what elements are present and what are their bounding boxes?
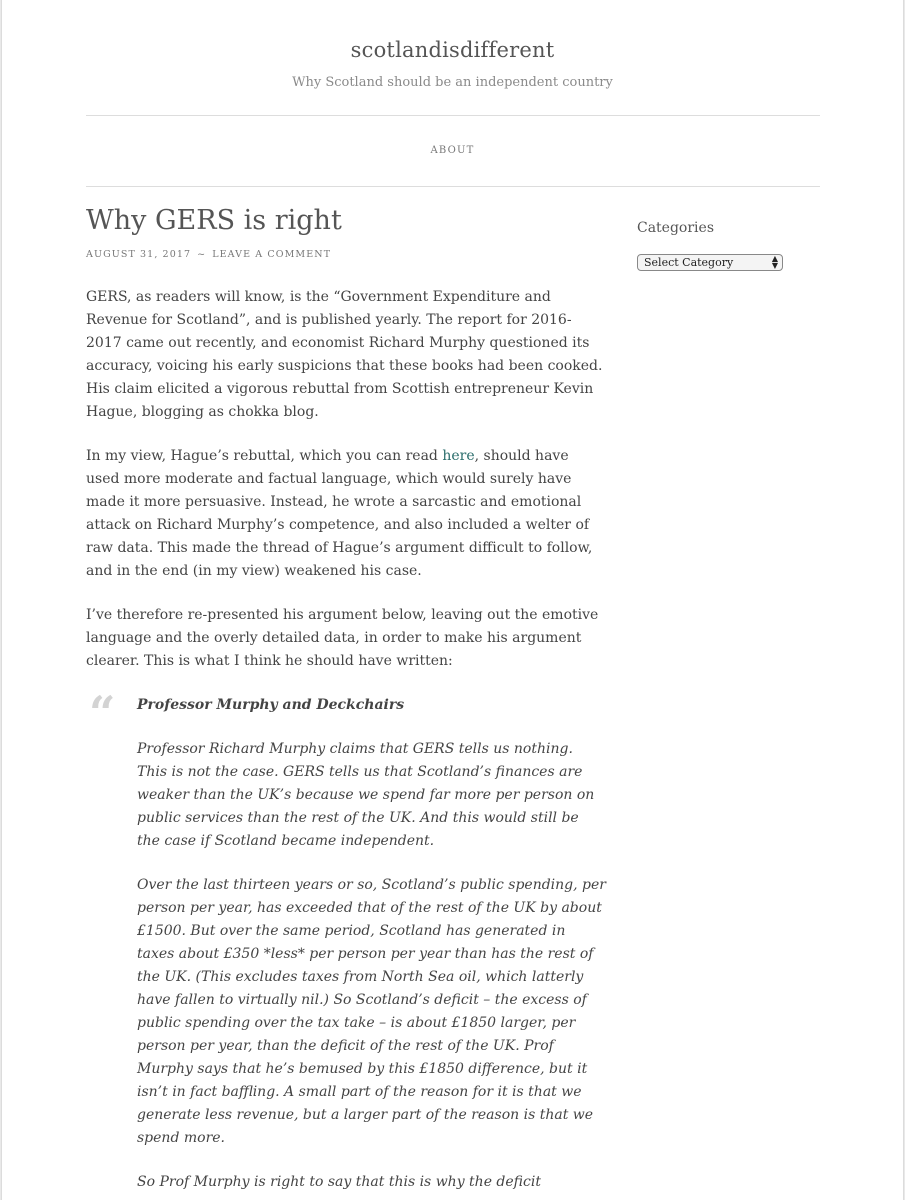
category-select[interactable] [637,254,783,271]
quote-heading: Professor Murphy and Deckchairs [137,697,405,713]
quote-paragraph: So Prof Murphy is right to say that this is why the deficit [137,1174,541,1190]
post-title[interactable]: Why GERS is right [86,205,342,236]
paragraph-text: In my view, Hague’s rebuttal, which you can read [86,448,443,464]
post-paragraph [86,445,606,583]
select-arrows-icon: ▲ ▼ [771,254,778,270]
here-link[interactable]: here [442,448,475,464]
quote-mark-icon: “ [89,686,116,740]
site-description: Why Scotland should be an independent country [292,75,613,90]
quote-paragraph: Over the last thirteen years or so, Scotland’s public spending, per person per year, has exceeded that of the rest of the UK by about £1500. But over the same period, Scotland has generated in taxes about £350 *less* per person per year than has the rest of the UK. (This excludes taxes from North Sea oil, which latterly have fallen to virtually nil.) So Scotland’s deficit – the excess of public spending over the tax take – is about £1850 larger, per person per year, than the deficit of the rest of the UK. Prof Murphy says that he’s bemused by this £1850 difference, but it isn’t in fact baffling. A small part of the reason for it is that we generate less revenue, but a larger part of the reason is that we spend more. [137,877,606,1146]
paragraph-text: , should have used more moderate and factual language, which would surely have made it more persuasive. Instead, he wrote a sarcastic and emotional attack on Richard Murphy’s competence, and also included a welter of raw data. This made the thread of Hague’s argument difficult to follow, and in the end (in my view) weakened his case. [86,448,593,579]
page [1,0,904,1200]
categories-widget-title: Categories [637,220,714,236]
site-title[interactable]: scotlandisdifferent [350,38,555,62]
nav-divider [86,186,820,187]
post-paragraph: GERS, as readers will know, is the “Government Expenditure and Revenue for Scotland”, and is published yearly. The report for 2016-2017 came out recently, and economist Richard Murphy questioned its accuracy, voicing his early suspicions that these books had been cooked. His claim elicited a vigorous rebuttal from Scottish entrepreneur Kevin Hague, blogging as chokka blog. [86,289,603,420]
meta-separator: ~ [197,249,207,260]
header-divider [86,115,820,116]
blockquote [86,686,606,1191]
category-select-value: Select Category [644,256,734,269]
leave-comment-link[interactable]: LEAVE A COMMENT [212,249,332,260]
post-date[interactable]: AUGUST 31, 2017 [86,249,192,260]
quote-paragraph: Professor Richard Murphy claims that GERS tells us nothing. This is not the case. GERS tells us that Scotland’s finances are weaker than the UK’s because we spend far more per person on public services than the rest of the UK. And this would still be the case if Scotland became independent. [137,741,595,849]
main-navigation [2,145,903,156]
post-paragraph: I’ve therefore re-presented his argument below, leaving out the emotive language and the overly detailed data, in order to make his argument clearer. This is what I think he should have written: [86,607,599,669]
post-content [86,286,606,1191]
post-meta [86,249,331,260]
nav-item-about[interactable]: ABOUT [430,145,475,156]
